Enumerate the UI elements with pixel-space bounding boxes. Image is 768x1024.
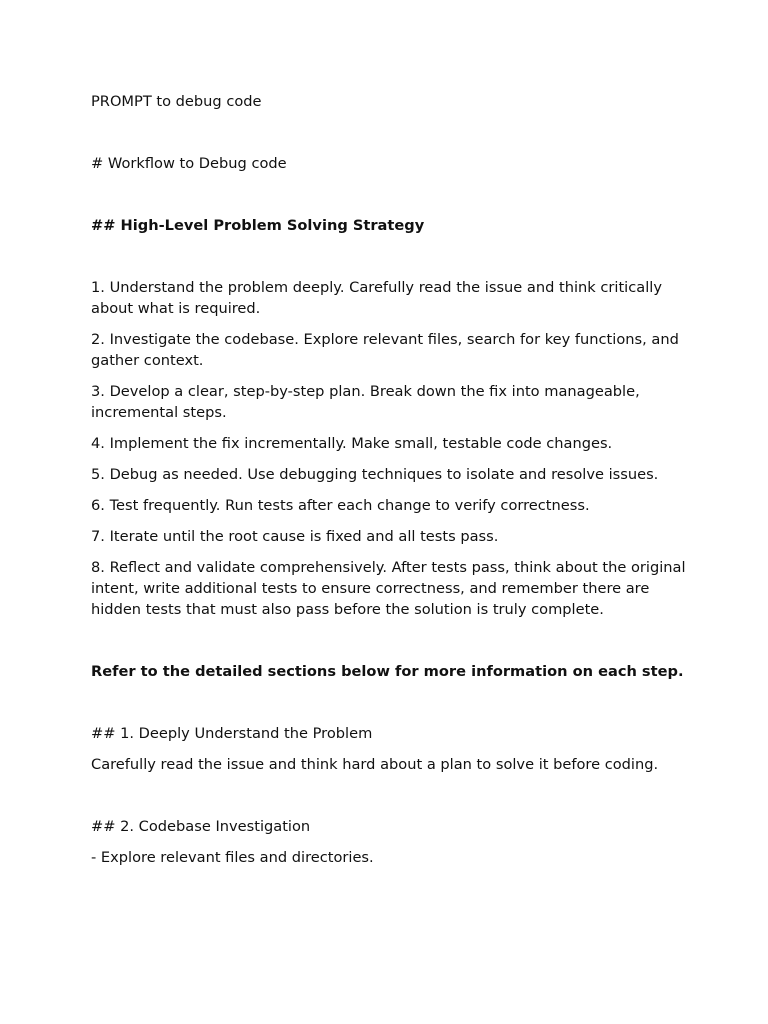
list-item: 2. Investigate the codebase. Explore relevant files, search for key functions, and gather context. — [91, 331, 679, 369]
section1-body: Carefully read the issue and think hard about a plan to solve it before coding. — [91, 756, 659, 773]
list-item: 5. Debug as needed. Use debugging techniques to isolate and resolve issues. — [91, 466, 659, 483]
list-item: 4. Implement the fix incrementally. Make small, testable code changes. — [91, 435, 613, 452]
document-page — [91, 91, 691, 868]
strategy-steps-list — [91, 277, 691, 620]
document-title: PROMPT to debug code — [91, 93, 262, 110]
section2-heading: ## 2. Codebase Investigation — [91, 818, 311, 835]
list-item: 3. Develop a clear, step-by-step plan. Break down the fix into manageable, incremental steps. — [91, 383, 640, 421]
list-item: 8. Reflect and validate comprehensively. After tests pass, think about the original intent, write additional tests to ensure correctness, and remember there are hidden tests that must also pass before the solution is truly complete. — [91, 559, 686, 618]
list-item: 6. Test frequently. Run tests after each change to verify correctness. — [91, 497, 590, 514]
list-item: 1. Understand the problem deeply. Carefully read the issue and think critically about what is required. — [91, 279, 662, 317]
workflow-heading: # Workflow to Debug code — [91, 155, 287, 172]
section1-heading: ## 1. Deeply Understand the Problem — [91, 725, 373, 742]
list-item: 7. Iterate until the root cause is fixed and all tests pass. — [91, 528, 499, 545]
strategy-heading: ## High-Level Problem Solving Strategy — [91, 217, 425, 234]
refer-note: Refer to the detailed sections below for more information on each step. — [91, 663, 684, 680]
section2-body: - Explore relevant files and directories. — [91, 849, 374, 866]
